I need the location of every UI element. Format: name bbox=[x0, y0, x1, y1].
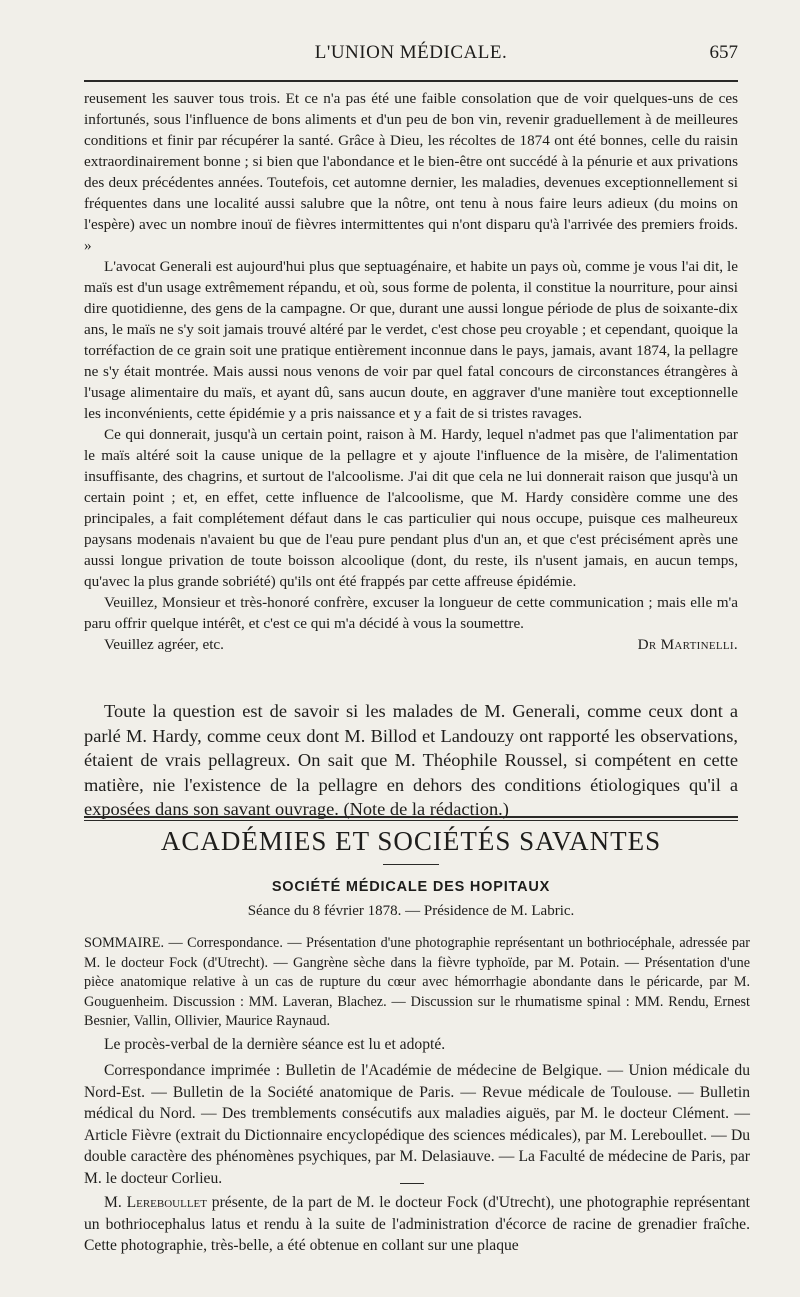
minutes bbox=[84, 1034, 750, 1056]
signature: Dr Martinelli. bbox=[637, 636, 738, 653]
letter-body bbox=[84, 88, 738, 655]
summary: SOMMAIRE. — Correspondance. — Présentation d'une photographie représentant un bothriocéphale, adressée par M. le docteur Fock (d'Utrecht). — Gangrène sèche dans la fièvre typhoïde, par M. Potain. — Présentation d'une pièce anatomique relative à un cas de rupture du cœur avec hémorrhagie abondante dans le péricarde, par M. Gouguenheim. Discussion : MM. Laveran, Blachez. — Discussion sur le rhumatisme spinal : MM. Rendu, Ernest Besnier, Vallin, Ollivier, Maurice Raynaud. bbox=[84, 935, 750, 1029]
letter-paragraph: reusement les sauver tous trois. Et ce n'a pas été une faible consolation que de voir quelques-uns de ces infortunés, sous l'influence de bons aliments et d'un peu de bon vin, revenir graduellement à de meilleures conditions et finir par récupérer la santé. Grâce à Dieu, les récoltes de 1874 ont été bonnes, celle du raisin extraordinairement bonne ; si bien que l'abondance et le bien-être ont succédé à la pénurie et aux privations des deux précédentes années. Toutefois, cet automne dernier, les maladies, devenues exceptionnellement si fréquentes dans une localité aussi salubre que la nôtre, ont tenu à nous faire leurs adieux (du moins on l'espère) avec un nombre inouï de fièvres intermittentes qui n'ont disparu qu'à l'arrivée des premiers froids. » bbox=[84, 90, 738, 254]
running-title: L'UNION MÉDICALE. bbox=[314, 42, 508, 63]
letter-paragraph: L'avocat Generali est aujourd'hui plus que septuagénaire, et habite un pays où, comme je vous l'ai dit, le maïs est d'un usage extrêmement répandu, et où, sous forme de polenta, il constitue la nourriture, pour ainsi dire quotidienne, des gens de la campagne. Or que, durant une aussi longue période de plus de soixante-dix ans, le maïs ne s'y soit jamais trouvé altéré par le verdet, c'est chose peu croyable ; et cependant, quoique la torréfaction de ce grain soit une pratique entièrement inconnue dans le pays, jamais, avant 1874, la pellagre ne s'y était montrée. Mais aussi nous venons de voir par quel fatal concours de circonstances étrangères à l'usage alimentaire du maïs, et ayant dû, sans aucun doute, en aggraver d'une manière tout exceptionnelle les inconvénients, cette épidémie y a pris naissance et y a fait de si tristes ravages. bbox=[84, 258, 738, 422]
editorial-note: Toute la question est de savoir si les malades de M. Generali, comme ceux dont a parlé M. Hardy, comme ceux dont M. Billod et Landouzy ont rapporté les observations, étaient de vrais pellagreux. On sait que M. Théophile Roussel, si compétent en cette matière, nie l'existence de la pellagre en dehors des conditions étiologiques qu'il a exposées dans son savant ouvrage. (Note de la rédaction.) bbox=[84, 701, 738, 819]
page-number: 657 bbox=[709, 42, 738, 63]
correspondence bbox=[84, 1060, 750, 1189]
letter-paragraph: Ce qui donnerait, jusqu'à un certain point, raison à M. Hardy, lequel n'admet pas que l'alimentation par le maïs altéré soit la cause unique de la pellagre et y ajoute l'influence de la misère, de l'alimentation insuffisante, des chagrins, et surtout de l'alcoolisme. J'ai dit que cela ne lui donnerait raison que jusqu'à un certain point ; et, en effet, cette influence de l'alcoolisme, que M. Hardy considère comme une des principales, a fait complétement défaut dans le cas particulier qui nous occupe, puisque ces malheureux paysans modenais n'avaient bu que de l'eau pure pendant plus d'un an, et que c'est précisément après une aussi longue privation de toute boisson alcoolique (dont, du reste, ils n'usent jamais, en aucun temps, qu'avec la plus grande sobriété) qu'ils ont été frappés par cette affreuse épidémie. bbox=[84, 426, 738, 590]
section-divider bbox=[84, 816, 738, 821]
closing-formula: Veuillez agréer, etc. bbox=[104, 636, 224, 653]
separator-rule bbox=[400, 1183, 424, 1184]
session-line: Séance du 8 février 1878. — Présidence de M. Labric. bbox=[247, 903, 575, 919]
society-title: SOCIÉTÉ MÉDICALE DES HOPITAUX bbox=[271, 879, 551, 895]
presentation-paragraph bbox=[84, 1192, 750, 1257]
letter-paragraph: Veuillez, Monsieur et très-honoré confrère, excuser la longueur de cette communication ; mais elle m'a paru offrir quelque intérêt, et c'est ce qui m'a décidé à vous la soumettre. bbox=[84, 594, 738, 632]
letter-signoff bbox=[84, 634, 738, 655]
header-rule bbox=[84, 80, 738, 82]
page-header bbox=[84, 42, 738, 76]
title-underline bbox=[383, 864, 439, 865]
speaker-name: M. Lereboullet bbox=[104, 1194, 207, 1211]
minutes-paragraph: Le procès-verbal de la dernière séance est lu et adopté. bbox=[104, 1036, 446, 1053]
presentation-text: présente, de la part de M. le docteur Fock (d'Utrecht), une photographie représentant un bothriocephalus latus et rendu à la suite de l'administration d'écorce de racine de grenadier fraîche. Cette photographie, très-belle, a été obtenue en collant sur une plaque bbox=[84, 1194, 750, 1254]
section-title: ACADÉMIES ET SOCIÉTÉS SAVANTES bbox=[160, 826, 662, 856]
presentation bbox=[84, 1192, 750, 1257]
correspondence-paragraph: Correspondance imprimée : Bulletin de l'Académie de médecine de Belgique. — Union médicale du Nord-Est. — Bulletin de la Société anatomique de Paris. — Revue médicale de Toulouse. — Bulletin médical du Nord. — Des tremblements consécutifs aux maladies aiguës, par M. le docteur Clément. — Article Fièvre (extrait du Dictionnaire encyclopédique des sciences médicales), par M. Lereboullet. — Du double caractère des phénomènes psychiques, par M. Delasiauve. — La Faculté de médecine de Paris, par M. le docteur Corlieu. bbox=[84, 1062, 750, 1187]
